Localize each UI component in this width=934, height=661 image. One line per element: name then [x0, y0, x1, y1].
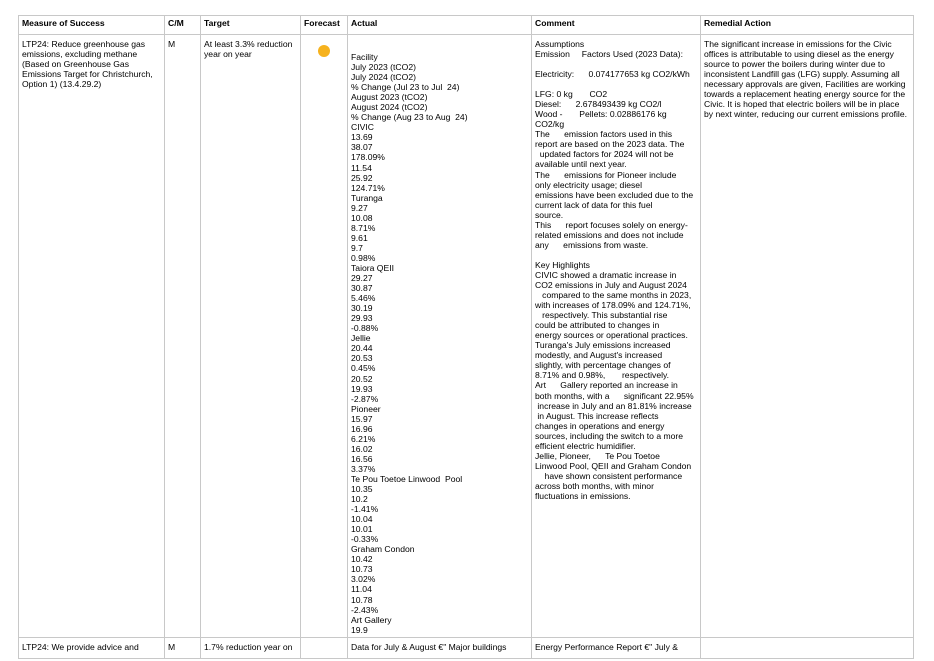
actual-line: 15.97 — [351, 413, 373, 424]
comment-line: report are based on the 2023 data. The — [535, 139, 685, 150]
cm-cell: M — [165, 637, 201, 658]
actual-line: Graham Condon — [351, 544, 415, 555]
actual-line: 13.69 — [351, 132, 373, 143]
actual-line: 29.93 — [351, 313, 373, 324]
comment-line: only electricity usage; diesel — [535, 179, 642, 190]
actual-line: 10.78 — [351, 594, 373, 605]
actual-line: 3.02% — [351, 574, 376, 585]
actual-line: 25.92 — [351, 172, 373, 183]
cm-cell: M — [165, 35, 201, 638]
target-cell: 1.7% reduction year on — [201, 637, 301, 658]
comment-line: across both months, with minor — [535, 480, 654, 491]
comment-line: CO2 emissions in July and August 2024 — [535, 279, 687, 290]
actual-line: -2.87% — [351, 393, 379, 404]
comment-line: available until next year. — [535, 159, 627, 170]
header-comment: Comment — [532, 16, 701, 35]
actual-line: 5.46% — [351, 293, 376, 304]
actual-line: 9.27 — [351, 202, 368, 213]
comment-line: have shown consistent performance — [535, 470, 683, 481]
comment-line: both months, with a significant 22.95% — [535, 390, 694, 401]
actual-line: 11.04 — [351, 584, 372, 595]
actual-line: 9.61 — [351, 232, 368, 243]
comment-line: updated factors for 2024 will not be — [535, 149, 674, 160]
actual-line: 10.01 — [351, 524, 373, 535]
forecast-status-dot — [318, 45, 330, 57]
actual-line: Art Gallery — [351, 614, 392, 625]
comment-line: emissions have been excluded due to the — [535, 189, 694, 200]
comment-line: Art Gallery reported an increase in — [535, 380, 678, 391]
actual-line: 16.56 — [351, 453, 373, 464]
comment-line: Turanga's July emissions increased — [535, 340, 671, 351]
actual-line: 10.2 — [351, 494, 368, 505]
actual-line: Te Pou Toetoe Linwood Pool — [351, 473, 463, 484]
comment-cell — [532, 35, 701, 638]
comment-line: current lack of data for this fuel — [535, 199, 653, 210]
actual-line: 8.71% — [351, 222, 376, 233]
comment-line: respectively. This substantial rise — [535, 310, 668, 321]
comment-line: efficient electric humidifier. — [535, 440, 636, 451]
actual-line: Facility — [351, 52, 378, 62]
actual-line: 19.93 — [351, 383, 373, 394]
actual-line: Jellie — [351, 333, 371, 344]
actual-line: 19.9 — [351, 624, 368, 635]
header-actual: Actual — [348, 16, 532, 35]
actual-line: CIVIC — [351, 122, 374, 133]
actual-line: 30.87 — [351, 283, 373, 294]
forecast-cell — [301, 637, 348, 658]
performance-table — [18, 15, 914, 659]
forecast-cell — [301, 35, 348, 638]
comment-line: Key Highlights — [535, 259, 590, 270]
actual-line: 6.21% — [351, 433, 376, 444]
actual-line: 3.37% — [351, 463, 376, 474]
comment-line: This report focuses solely on energy- — [535, 219, 688, 230]
comment-line: increase in July and an 81.81% increase — [535, 400, 692, 411]
header-measure: Measure of Success — [19, 16, 165, 35]
actual-line: 20.53 — [351, 353, 373, 364]
actual-cell: Data for July & August €" Major buildings — [348, 637, 532, 658]
comment-line: any emissions from waste. — [535, 239, 649, 250]
comment-line: fluctuations in emissions. — [535, 490, 631, 501]
actual-line: 30.19 — [351, 303, 373, 314]
actual-line: 16.02 — [351, 443, 373, 454]
comment-line: Jellie, Pioneer, Te Pou Toetoe — [535, 450, 660, 461]
actual-line: 10.04 — [351, 514, 373, 525]
actual-line: 9.7 — [351, 242, 363, 253]
actual-line: Taiora QEII — [351, 262, 394, 273]
actual-line: 20.52 — [351, 373, 373, 384]
blank-line — [535, 59, 697, 69]
actual-line: 10.08 — [351, 212, 373, 223]
actual-line: -0.33% — [351, 534, 379, 545]
comment-line: The emission factors used in this — [535, 129, 673, 140]
actual-line: % Change (Jul 23 to Jul 24) — [351, 82, 460, 93]
blank-line — [535, 250, 697, 260]
actual-line: 16.96 — [351, 423, 373, 434]
comment-line: source. — [535, 209, 564, 220]
comment-line: in August. This increase reflects — [535, 410, 659, 421]
actual-line: Turanga — [351, 192, 383, 203]
actual-line: 10.73 — [351, 564, 373, 575]
comment-line: CO2/kg — [535, 119, 565, 130]
actual-line: Pioneer — [351, 403, 381, 414]
comment-line: 8.71% and 0.98%, respectively. — [535, 370, 670, 381]
actual-line: 10.35 — [351, 484, 373, 495]
actual-line: 29.27 — [351, 273, 373, 284]
actual-line: 10.42 — [351, 554, 373, 565]
actual-line: 178.09% — [351, 152, 385, 163]
header-cm: C/M — [165, 16, 201, 35]
actual-line: -0.88% — [351, 323, 379, 334]
actual-line: -2.43% — [351, 604, 379, 615]
measure-cell: LTP24: We provide advice and — [19, 637, 165, 658]
actual-line: -1.41% — [351, 504, 379, 515]
header-row — [19, 16, 914, 35]
comment-line: changes in operations and energy — [535, 420, 665, 431]
actual-line: 11.54 — [351, 162, 372, 173]
comment-line: LFG: 0 kg CO2 — [535, 89, 608, 100]
actual-line: 20.44 — [351, 343, 373, 354]
actual-line: 0.98% — [351, 252, 376, 263]
comment-line: compared to the same months in 2023, — [535, 290, 692, 301]
blank-line — [535, 79, 697, 89]
actual-line: July 2023 (tCO2) — [351, 62, 416, 73]
actual-line: % Change (Aug 23 to Aug 24) — [351, 112, 468, 123]
comment-line: The emissions for Pioneer include — [535, 169, 677, 180]
header-target: Target — [201, 16, 301, 35]
comment-line: Electricity: 0.074177653 kg CO2/kWh — [535, 69, 690, 80]
actual-line: 124.71% — [351, 182, 385, 193]
actual-cell — [348, 35, 532, 638]
actual-line: August 2023 (tCO2) — [351, 92, 428, 103]
comment-lines — [535, 39, 697, 501]
remedial-cell — [701, 637, 914, 658]
comment-line: with increases of 178.09% and 124.71%, — [535, 300, 691, 311]
header-forecast: Forecast — [301, 16, 348, 35]
comment-line: related emissions and does not include — [535, 229, 684, 240]
measure-cell: LTP24: Reduce greenhouse gas emissions, excluding methane (Based on Greenhouse Gas Emissions Target for Christchurch, Option 1) (13.4.29.2) — [19, 35, 165, 638]
comment-line: Assumptions — [535, 39, 585, 49]
comment-line: Emission Factors Used (2023 Data): — [535, 49, 684, 60]
comment-line: slightly, with percentage changes of — [535, 360, 671, 371]
actual-line: July 2024 (tCO2) — [351, 72, 416, 83]
comment-line: Diesel: 2.678493439 kg CO2/l — [535, 99, 662, 110]
table-row — [19, 35, 914, 638]
actual-line: 38.07 — [351, 142, 373, 153]
remedial-cell: The significant increase in emissions for the Civic offices is attributable to using diesel as the energy source to power the boilers during winter due to inconsistent Landfill gas (LFG) supply. Assuming all necessary approvals are given, Facilities are working towards a replacement heating energy source for the Civic. It is hoped that electric boilers will be in place by next winter, reducing our current emissions profile. — [701, 35, 914, 638]
table-row — [19, 637, 914, 658]
actual-lines — [351, 39, 528, 635]
header-remedial: Remedial Action — [701, 16, 914, 35]
comment-line: CIVIC showed a dramatic increase in — [535, 269, 677, 280]
target-cell: At least 3.3% reduction year on year — [201, 35, 301, 638]
comment-line: Linwood Pool, QEII and Graham Condon — [535, 460, 692, 471]
actual-line: August 2024 (tCO2) — [351, 102, 428, 113]
actual-line: 0.45% — [351, 363, 376, 374]
comment-line: energy sources or operational practices. — [535, 330, 688, 341]
comment-cell: Energy Performance Report €" July & — [532, 637, 701, 658]
comment-line: could be attributed to changes in — [535, 320, 660, 331]
comment-line: sources, including the switch to a more — [535, 430, 684, 441]
comment-line: modestly, and August's increased — [535, 350, 663, 361]
comment-line: Wood - Pellets: 0.02886176 kg — [535, 109, 667, 120]
